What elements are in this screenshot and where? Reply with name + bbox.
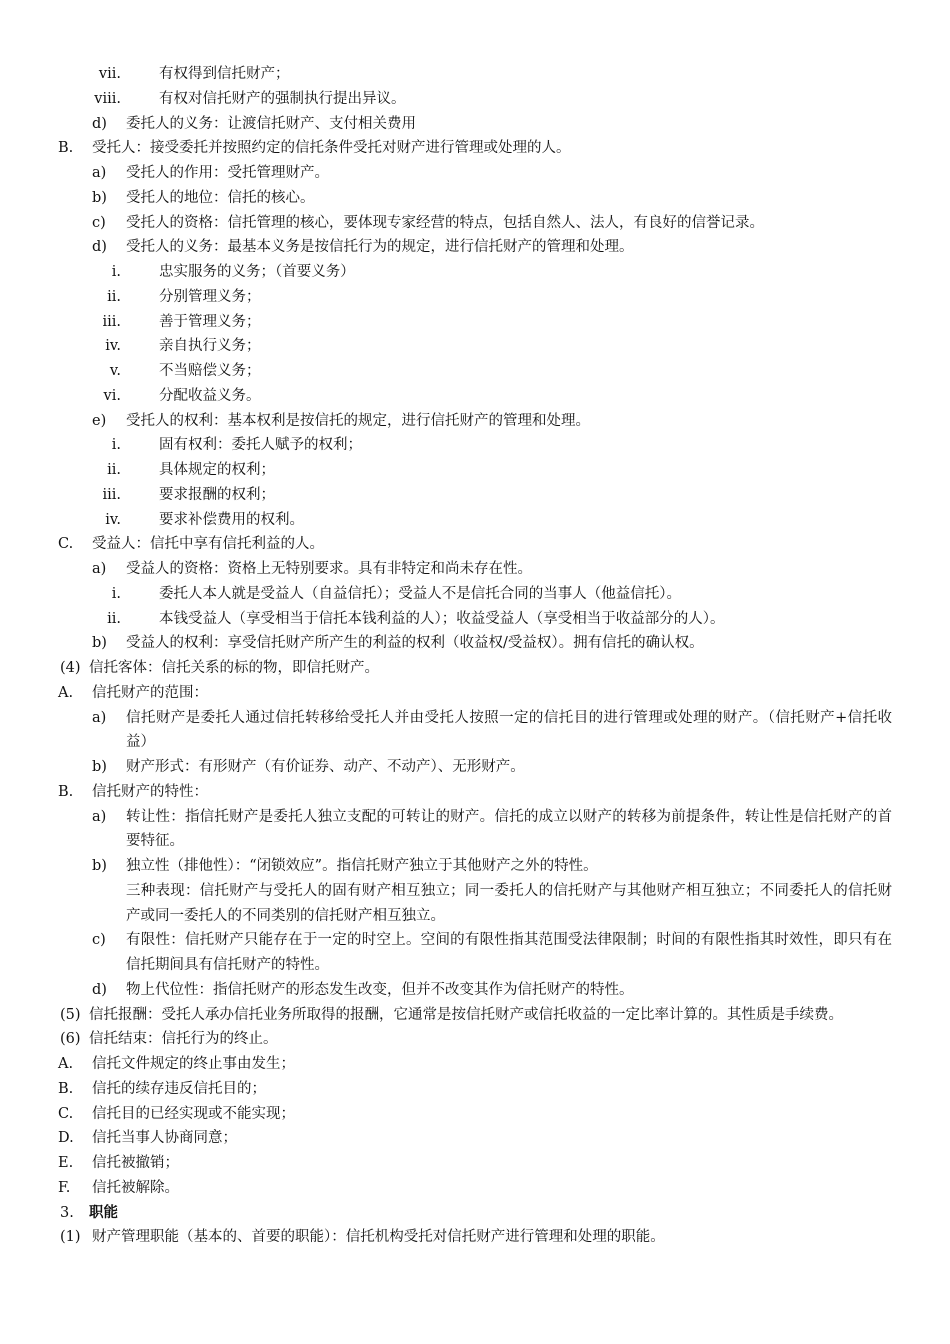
list-item-text: 分别管理义务； <box>159 288 261 305</box>
list-marker: 3. <box>60 1204 74 1221</box>
list-marker: c) <box>92 214 106 231</box>
list-item <box>0 409 950 434</box>
list-marker: C. <box>58 1105 74 1122</box>
list-item <box>0 359 950 384</box>
list-item-text: 受托人的资格：信托管理的核心，要体现专家经营的特点，包括自然人、法人，有良好的信誉记录。 <box>126 214 764 231</box>
list-item <box>0 1003 950 1028</box>
list-item <box>0 1077 950 1102</box>
list-item-text: 财产管理职能（基本的、首要的职能）：信托机构受托对信托财产进行管理和处理的职能。 <box>92 1229 665 1246</box>
list-item-text: 受托人的权利：基本权利是按信托的规定，进行信托财产的管理和处理。 <box>126 412 590 429</box>
list-item <box>0 186 950 211</box>
list-item-text: 信托财产是委托人通过信托转移给受托人并由受托人按照一定的信托目的进行管理或处理的财产。（信托财产+信托收益） <box>126 709 892 751</box>
list-item-text: 独立性（排他性）：“闭锁效应”。指信托财产独立于其他财产之外的特性。 <box>126 858 598 874</box>
list-item <box>0 310 950 335</box>
list-item-text: 委托人的义务：让渡信托财产、支付相关费用 <box>126 115 416 132</box>
list-item-text: 有限性：信托财产只能存在于一定的时空上。空间的有限性指其范围受法律限制；时间的有限性指其时效性，即只有在信托期间具有信托财产的特性。 <box>126 932 892 973</box>
list-marker: a) <box>92 808 107 825</box>
list-item <box>0 260 950 285</box>
list-item-text: 信托财产的特性： <box>92 783 208 800</box>
document-body <box>0 62 950 1250</box>
list-item <box>0 681 950 706</box>
list-item <box>0 112 950 137</box>
list-marker: viii. <box>94 90 121 107</box>
list-item <box>0 1126 950 1151</box>
list-marker: A. <box>58 684 74 701</box>
list-item <box>0 1201 950 1226</box>
list-item <box>0 334 950 359</box>
list-item <box>0 1102 950 1127</box>
list-item-text: 职能 <box>89 1203 118 1221</box>
list-item-text: 受托人：接受委托并按照约定的信托条件受托对财产进行管理或处理的人。 <box>92 140 571 157</box>
list-marker: i. <box>111 437 121 454</box>
list-item <box>0 235 950 260</box>
list-marker: c) <box>92 932 106 949</box>
list-item-text: 善于管理义务； <box>159 313 261 330</box>
list-item-text: 受益人的资格：资格上无特别要求。具有非特定和尚未存在性。 <box>126 561 532 577</box>
list-marker: d) <box>92 981 107 998</box>
list-item-text: 不当赔偿义务； <box>159 363 261 379</box>
list-marker: iv. <box>105 511 121 528</box>
list-item-text: 固有权利：委托人赋予的权利； <box>159 437 362 454</box>
list-marker: iv. <box>105 338 121 355</box>
list-marker: v. <box>109 363 121 379</box>
list-item <box>0 879 950 929</box>
list-marker: iii. <box>102 313 121 330</box>
list-item-text: 信托结束：信托行为的终止。 <box>89 1031 278 1048</box>
list-marker: d) <box>92 239 107 256</box>
list-marker: E. <box>58 1155 74 1171</box>
list-item-text: 受托人的地位：信托的核心。 <box>126 189 315 206</box>
list-marker: b) <box>92 759 107 775</box>
list-item <box>0 136 950 161</box>
list-item-text: 信托被撤销； <box>92 1155 179 1171</box>
list-item <box>0 805 950 855</box>
list-item-text: 受托人的义务：最基本义务是按信托行为的规定，进行信托财产的管理和处理。 <box>126 239 634 256</box>
list-item-text: 信托文件规定的终止事由发生； <box>92 1056 295 1072</box>
list-marker: (6) <box>60 1031 81 1048</box>
list-marker: b) <box>92 635 107 652</box>
list-item <box>0 780 950 805</box>
list-item <box>0 532 950 557</box>
list-item-text: 有权对信托财产的强制执行提出异议。 <box>159 90 406 107</box>
list-item <box>0 87 950 112</box>
list-item <box>0 285 950 310</box>
list-item-text: 信托当事人协商同意； <box>92 1130 237 1147</box>
list-item-text: 信托被解除。 <box>92 1179 179 1196</box>
list-item <box>0 854 950 879</box>
list-marker: a) <box>92 165 107 181</box>
list-item <box>0 433 950 458</box>
list-item <box>0 656 950 681</box>
list-item-text: 财产形式：有形财产（有价证券、动产、不动产）、无形财产。 <box>126 759 525 775</box>
list-marker: C. <box>58 536 74 553</box>
list-item-text: 亲自执行义务； <box>159 338 261 355</box>
list-item <box>0 161 950 186</box>
list-marker: (5) <box>60 1006 81 1023</box>
list-marker: vii. <box>98 66 121 82</box>
list-item <box>0 706 950 756</box>
list-item-text: 信托报酬：受托人承办信托业务所取得的报酬，它通常是按信托财产或信托收益的一定比率计算的。其性质是手续费。 <box>89 1006 843 1023</box>
list-marker: i. <box>111 264 121 280</box>
list-item-text: 具体规定的权利； <box>159 462 275 478</box>
list-item-text: 本钱受益人（享受相当于信托本钱利益的人）；收益受益人（享受相当于收益部分的人）。 <box>159 610 725 627</box>
list-item <box>0 755 950 780</box>
list-marker: ii. <box>107 610 121 627</box>
list-item-text: 信托财产的范围： <box>92 684 208 701</box>
list-item <box>0 1225 950 1250</box>
list-marker: a) <box>92 709 107 726</box>
list-item-text: 有权得到信托财产； <box>159 66 290 82</box>
list-marker: b) <box>92 189 107 206</box>
list-marker: vi. <box>103 387 121 404</box>
list-marker: ii. <box>107 462 121 478</box>
list-item <box>0 384 950 409</box>
list-marker: (1) <box>60 1229 81 1246</box>
list-item <box>0 62 950 87</box>
list-marker: ii. <box>107 288 121 305</box>
list-item-text: 三种表现：信托财产与受托人的固有财产相互独立；同一委托人的信托财产与其他财产相互独立；不同委托人的信托财产或同一委托人的不同类别的信托财产相互独立。 <box>126 882 892 924</box>
list-item-text: 分配收益义务。 <box>159 387 261 404</box>
list-marker: a) <box>92 561 107 577</box>
list-item <box>0 508 950 533</box>
list-item-text: 委托人本人就是受益人（自益信托）；受益人不是信托合同的当事人（他益信托）。 <box>159 585 681 602</box>
list-marker: A. <box>58 1056 74 1072</box>
list-item <box>0 1027 950 1052</box>
list-item <box>0 483 950 508</box>
list-marker: B. <box>58 783 74 800</box>
list-item <box>0 978 950 1003</box>
list-item-text: 物上代位性：指信托财产的形态发生改变，但并不改变其作为信托财产的特性。 <box>126 981 634 998</box>
list-marker: F. <box>58 1179 71 1196</box>
list-marker: b) <box>92 858 107 874</box>
list-item <box>0 1052 950 1077</box>
list-item-text: 忠实服务的义务；（首要义务） <box>159 264 355 280</box>
list-marker: B. <box>58 1080 74 1097</box>
list-marker: d) <box>92 115 107 132</box>
list-item <box>0 631 950 656</box>
list-marker: (4) <box>60 660 81 676</box>
list-item <box>0 582 950 607</box>
list-item <box>0 557 950 582</box>
list-item <box>0 1176 950 1201</box>
list-item-text: 要求报酬的权利； <box>159 486 275 503</box>
list-item <box>0 211 950 236</box>
list-marker: iii. <box>102 486 121 503</box>
list-item <box>0 607 950 632</box>
list-item-text: 信托的续存违反信托目的； <box>92 1080 266 1097</box>
list-item-text: 受益人的权利：享受信托财产所产生的利益的权利（收益权/受益权）。拥有信托的确认权。 <box>126 635 704 652</box>
list-marker: i. <box>111 585 121 602</box>
list-marker: e) <box>92 412 107 429</box>
list-item <box>0 1151 950 1176</box>
list-item-text: 转让性：指信托财产是委托人独立支配的可转让的财产。信托的成立以财产的转移为前提条件，转让性是信托财产的首要特征。 <box>126 808 892 850</box>
list-marker: B. <box>58 140 74 157</box>
list-item-text: 要求补偿费用的权利。 <box>159 511 304 528</box>
list-item-text: 受益人：信托中享有信托利益的人。 <box>92 536 324 553</box>
list-item-text: 信托目的已经实现或不能实现； <box>92 1105 295 1122</box>
list-item <box>0 928 950 978</box>
list-item-text: 受托人的作用：受托管理财产。 <box>126 165 329 181</box>
list-item <box>0 458 950 483</box>
list-item-text: 信托客体：信托关系的标的物，即信托财产。 <box>89 660 379 676</box>
list-marker: D. <box>58 1130 74 1147</box>
